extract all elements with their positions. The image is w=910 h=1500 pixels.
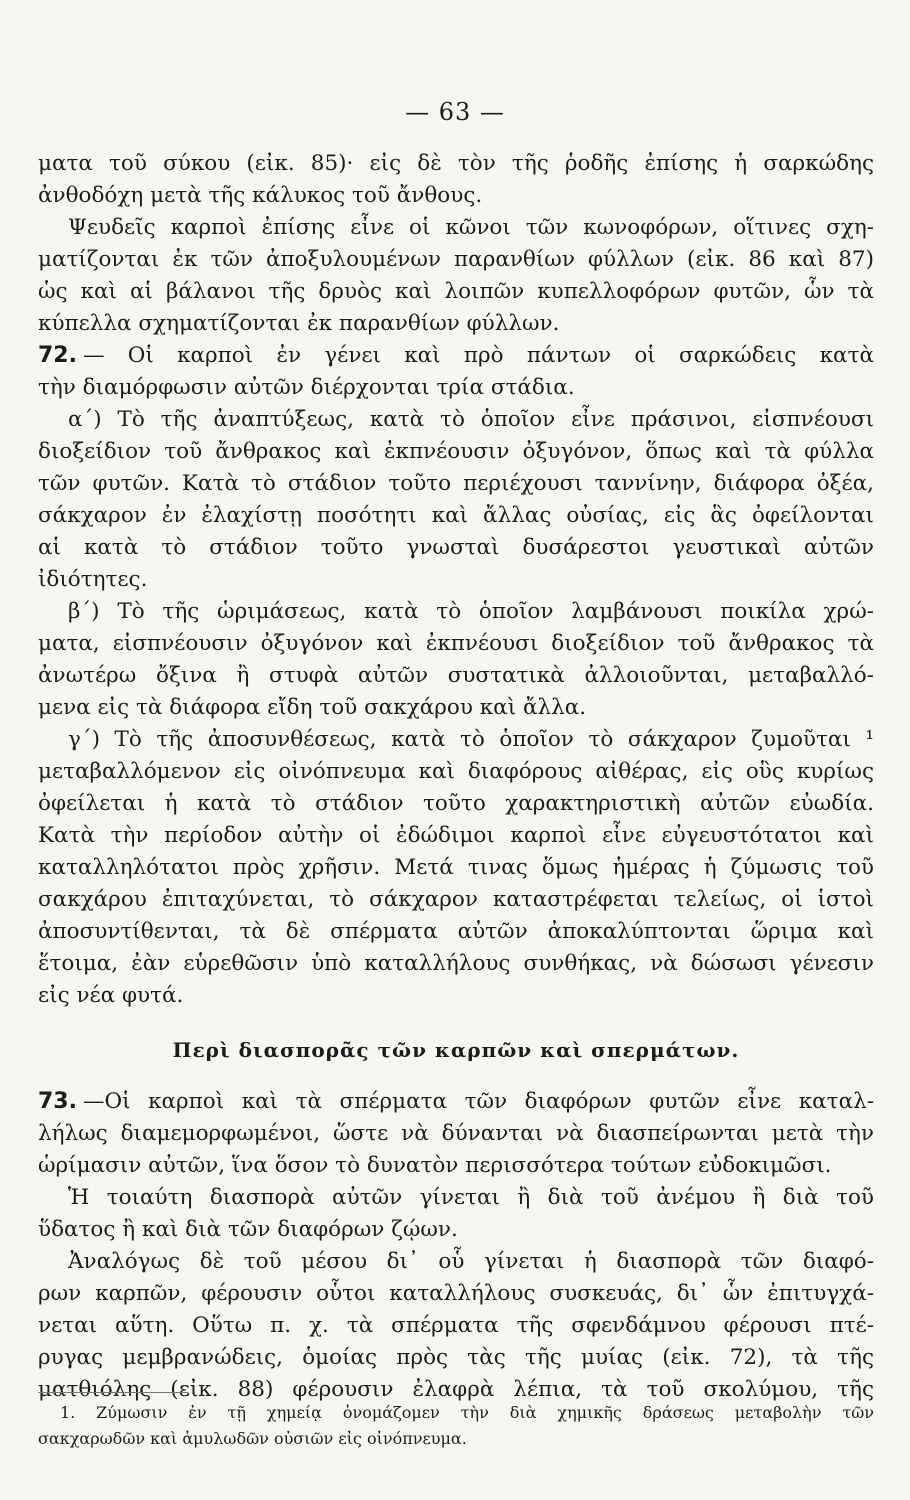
text-line: διοξείδιον τοῦ ἄνθρακος καὶ ἐκπνέουσιν ὀξυγόνον, ὅπως καὶ τὰ φύλλα [38,439,874,464]
text-line: γ΄) Τὸ τῆς ἀποσυνθέσεως, κατὰ τὸ ὁποῖον τὸ σάκχαρον ζυμοῦται ¹ [68,727,874,752]
footnote-divider [38,1392,188,1393]
text-line: ματα, εἰσπνέουσιν ὀξυγόνον καὶ ἐκπνέουσι διοξείδιον τοῦ ἄνθρακος τὰ [38,631,874,656]
text-line: σακχάρου ἐπιταχύνεται, τὸ σάκχαρον καταστρέφεται τελείως, οἱ ἱστοὶ [38,887,874,912]
section-73-first-line [38,1086,874,1118]
text-line: Κατὰ τὴν περίοδον αὐτὴν οἱ ἐδώδιμοι καρποὶ εἶνε εὐγευστότατοι καὶ [38,823,874,848]
text-line: μενα εἰς τὰ διάφορα εἴδη τοῦ σακχάρου καὶ ἄλλα. [38,695,587,720]
text-line: ματα τοῦ σύκου (εἰκ. 85)· εἰς δὲ τὸν τῆς ῥοδῆς ἐπίσης ἡ σαρκώδης [38,151,874,176]
section-heading: Περὶ διασπορᾶς τῶν καρπῶν καὶ σπερμάτων. [172,1038,740,1062]
spacer [38,1012,874,1032]
main-text [38,148,874,1406]
text-line: ἕτοιμα, ἐὰν εὑρεθῶσιν ὑπὸ καταλλήλους συνθήκας, νὰ δώσωσι γένεσιν [38,951,874,976]
text-line: μεταβαλλόμενον εἰς οἰνόπνευμα καὶ διαφόρους αἰθέρας, εἰς οὓς κυρίως [38,759,874,784]
text-line: ἰδιότητες. [38,567,148,592]
text-line: ρων καρπῶν, φέρουσιν οὗτοι καταλλήλους συσκευάς, δι᾽ ὧν ἐπιτυγχά- [38,1281,874,1306]
text-line: Ἀναλόγως δὲ τοῦ μέσου δι᾽ οὗ γίνεται ἡ διασπορὰ τῶν διαφό- [68,1249,874,1274]
text-line: κύπελλα σχηματίζονται ἐκ παρανθίων φύλλων. [38,311,560,336]
text-line: α΄) Τὸ τῆς ἀναπτύξεως, κατὰ τὸ ὁποῖον εἶνε πράσινοι, εἰσπνέουσι [68,407,874,432]
text-line: αἱ κατὰ τὸ στάδιον τοῦτο γνωσταὶ δυσάρεστοι γευστικαὶ αὐτῶν [38,535,874,560]
text-line: ὡρίμασιν αὐτῶν, ἵνα ὅσον τὸ δυνατὸν περισσότερα τούτων εὐδοκιμῶσι. [38,1153,832,1178]
page-number: — 63 — [405,98,505,126]
text-line: Ψευδεῖς καρποὶ ἐπίσης εἶνε οἱ κῶνοι τῶν κωνοφόρων, οἵτινες σχη- [68,215,874,240]
footnote-line: σακχαρωδῶν καὶ ἀμυλωδῶν οὐσιῶν εἰς οἰνόπνευμα. [38,1429,467,1448]
text-line: Ἡ τοιαύτη διασπορὰ αὐτῶν γίνεται ἢ διὰ τοῦ ἀνέμου ἢ διὰ τοῦ [68,1185,874,1210]
text-line: ἀνωτέρω ὄξινα ἢ στυφὰ αὐτῶν συστατικὰ ἀλλοιοῦνται, μεταβαλλό- [38,663,874,688]
text-line: νεται αὕτη. Οὕτω π. χ. τὰ σπέρματα τῆς σφενδάμνου φέρουσι πτέ- [38,1313,874,1338]
text-line: ρυγας μεμβρανώδεις, ὁμοίας πρὸς τὰς τῆς μυίας (εἰκ. 72), τὰ τῆς [38,1345,874,1370]
text-line: ματίζονται ἐκ τῶν ἀποξυλουμένων παρανθίων φύλλων (εἰκ. 86 καὶ 87) [38,247,874,272]
text-line: σάκχαρον ἐν ἐλαχίστῃ ποσότητι καὶ ἄλλας οὐσίας, εἰς ἃς ὀφείλονται [38,503,874,528]
footnote [38,1400,874,1452]
text-line: ὕδατος ἢ καὶ διὰ τῶν διαφόρων ζῴων. [38,1217,458,1242]
section-number: 73. [38,1089,77,1114]
text-line: καταλληλότατοι πρὸς χρῆσιν. Μετά τινας ὅμως ἡμέρας ἡ ζύμωσις τοῦ [38,855,874,880]
section-text: — Οἱ καρποὶ ἐν γένει καὶ πρὸ πάντων οἱ σαρκώδεις κατὰ [82,343,874,368]
spacer [38,1068,874,1086]
text-line: τὴν διαμόρφωσιν αὐτῶν διέρχονται τρία στάδια. [38,375,575,400]
text-line: λήλως διαμεμορφωμένοι, ὥστε νὰ δύνανται νὰ διασπείρωνται μετὰ τὴν [38,1121,874,1146]
text-line: ματθιόλης (εἰκ. 88) φέρουσιν ἐλαφρὰ λέπια, τὰ τοῦ σκολύμου, τῆς [38,1377,874,1402]
section-text: —Οἱ καρποὶ καὶ τὰ σπέρματα τῶν διαφόρων φυτῶν εἶνε καταλ- [82,1089,874,1114]
text-line: ἀνθοδόχη μετὰ τῆς κάλυκος τοῦ ἄνθους. [38,183,483,208]
text-line: ὡς καὶ αἱ βάλανοι τῆς δρυὸς καὶ λοιπῶν κυπελλοφόρων φυτῶν, ὧν τὰ [38,279,874,304]
text-line: τῶν φυτῶν. Κατὰ τὸ στάδιον τοῦτο περιέχουσι ταννίνην, διάφορα ὀξέα, [38,471,874,496]
text-line: εἰς νέα φυτά. [38,983,184,1008]
section-72-first-line [38,340,874,372]
section-number: 72. [38,343,77,368]
text-line: ὀφείλεται ἡ κατὰ τὸ στάδιον τοῦτο χαρακτηριστικὴ αὐτῶν εὐωδία. [38,791,874,816]
text-line: β΄) Τὸ τῆς ὡριμάσεως, κατὰ τὸ ὁποῖον λαμβάνουσι ποικίλα χρώ- [68,599,874,624]
footnote-line: 1. Ζύμωσιν ἐν τῇ χημείᾳ ὀνομάζομεν τὴν διὰ χημικῆς δράσεως μεταβολὴν τῶν [60,1403,874,1422]
text-line: ἀποσυντίθενται, τὰ δὲ σπέρματα αὐτῶν ἀποκαλύπτονται ὥριμα καὶ [38,919,874,944]
